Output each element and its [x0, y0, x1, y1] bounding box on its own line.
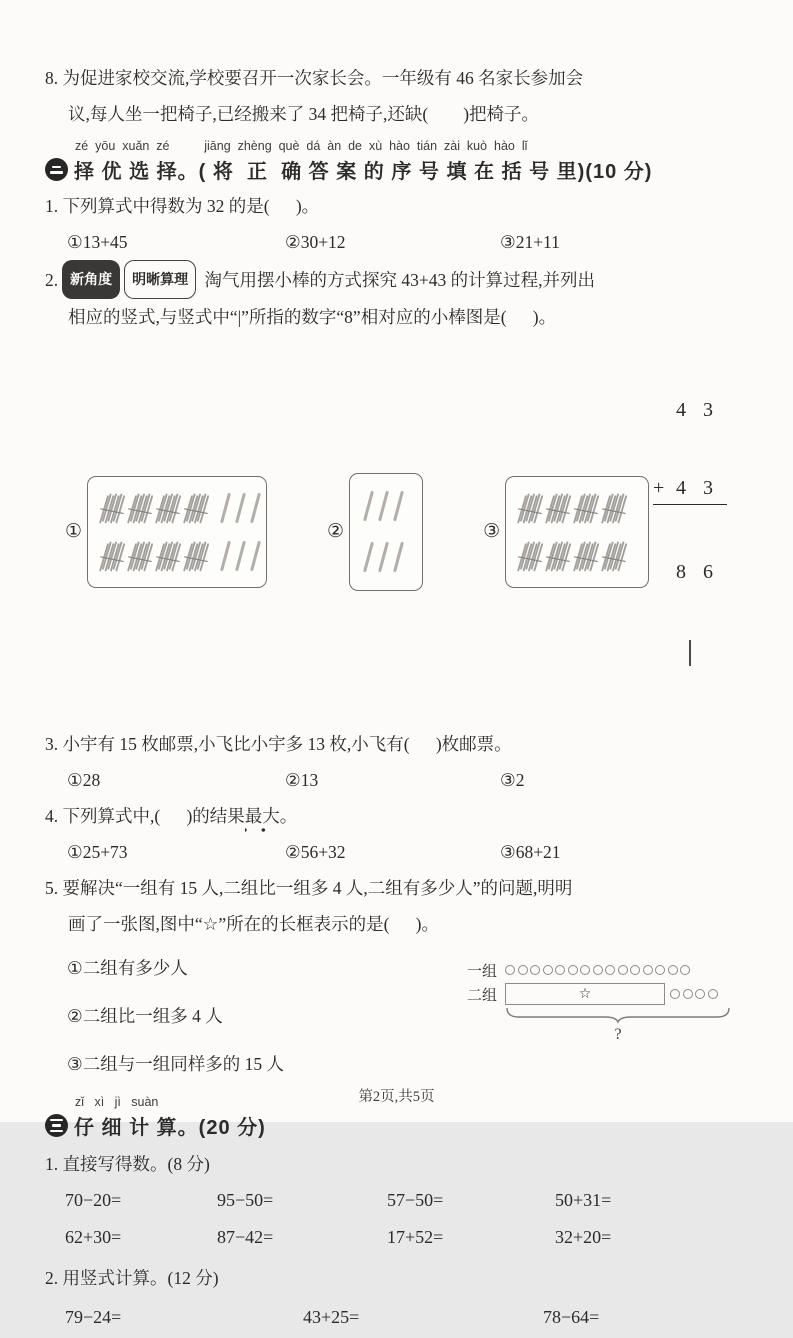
section-2-pinyin: zé yōu xuǎn zé jiāng zhèng què dá àn de xù hào tián zài kuò hào lǐ	[75, 139, 528, 153]
s3-question-2: 2. 用竖式计算。(12 分)	[45, 1268, 219, 1288]
s2-q4-option-2: ②56+32	[285, 842, 346, 862]
stick-option-label: ②	[327, 521, 345, 542]
circle-counter	[670, 989, 680, 999]
single-stick-icon	[219, 538, 232, 574]
s2-q4-option-1: ①25+73	[67, 842, 128, 862]
brace-row	[505, 1006, 731, 1028]
single-stick-icon	[234, 538, 247, 574]
stick-row	[516, 536, 638, 576]
s2-question-4	[45, 798, 753, 834]
s2-q1-option-3: ③21+11	[500, 232, 560, 252]
stick-row	[98, 536, 256, 576]
loose-sticks	[217, 490, 262, 526]
group2-row	[467, 982, 731, 1006]
circle-counter	[605, 965, 615, 975]
stick-box	[87, 476, 267, 588]
stick-row	[360, 488, 412, 524]
group1-row	[467, 958, 731, 982]
vertical-addition-addend1: 4 3	[676, 399, 719, 421]
s3-q2-problems	[45, 1296, 753, 1338]
circle-counter	[668, 965, 678, 975]
calc-item: 57−50=	[387, 1190, 444, 1210]
stick-bundle-icon	[516, 488, 543, 528]
s2-q4-pre: 4. 下列算式中,( )的结果	[45, 806, 245, 826]
vertical-calc-item: 79−24=	[65, 1307, 122, 1327]
s2-q5-option-2: ②二组比一组多 4 人	[67, 1006, 223, 1026]
circle-counter	[618, 965, 628, 975]
stick-bundle-icon	[98, 488, 125, 528]
s2-q3-options	[45, 762, 753, 798]
vertical-calc-item: 78−64=	[543, 1307, 600, 1327]
s2-q3-option-3: ③2	[500, 770, 525, 790]
circle-counter	[568, 965, 578, 975]
stick-bundle-icon	[126, 488, 153, 528]
plus-sign: +	[653, 477, 671, 499]
stick-bundle-icon	[154, 536, 181, 576]
group2-circles	[670, 989, 720, 999]
s2-q4-post: 。	[279, 806, 298, 826]
single-stick-icon	[377, 539, 390, 575]
circle-counter	[580, 965, 590, 975]
calc-item: 70−20=	[65, 1190, 122, 1210]
stick-bundle-icon	[572, 488, 599, 528]
loose-sticks	[360, 539, 405, 575]
s2-question-2-line1	[45, 260, 753, 299]
s2-question-5-line1: 5. 要解决“一组有 15 人,二组比一组多 4 人,二组有多少人”的问题,明明	[45, 878, 573, 898]
stick-option-label: ①	[65, 521, 83, 542]
s2-q4-emphasized: 最大	[245, 806, 280, 833]
section-2-header	[45, 155, 753, 184]
single-stick-icon	[392, 488, 405, 524]
s2-q2-number: 2.	[45, 270, 59, 290]
s2-q5-body	[45, 944, 753, 1088]
groups-diagram	[467, 944, 731, 1088]
s2-question-1: 1. 下列算式中得数为 32 的是( )。	[45, 196, 320, 216]
circle-counter	[505, 965, 515, 975]
single-stick-icon	[249, 490, 262, 526]
stick-option-1	[65, 476, 267, 588]
stick-bundle-icon	[154, 488, 181, 528]
stick-bundle-icon	[572, 536, 599, 576]
calc-item: 62+30=	[65, 1227, 122, 1247]
single-stick-icon	[234, 490, 247, 526]
stick-bundle-icon	[544, 536, 571, 576]
s2-q5-options	[45, 944, 467, 1088]
s2-question-3: 3. 小宇有 15 枚邮票,小飞比小宇多 13 枚,小飞有( )枚邮票。	[45, 734, 512, 754]
circle-counter	[655, 965, 665, 975]
circle-counter	[630, 965, 640, 975]
page-footer: 第2页,共5页	[358, 1089, 435, 1105]
group1-circles	[505, 965, 693, 975]
s2-q3-option-2: ②13	[285, 770, 319, 790]
stick-bundle-icon	[600, 536, 627, 576]
question-8-line2: 议,每人坐一把椅子,已经搬来了 34 把椅子,还缺( )把椅子。	[68, 104, 540, 124]
s2-q1-option-1: ①13+45	[67, 232, 128, 252]
s3-q1-row1	[45, 1182, 753, 1219]
question-8	[45, 60, 753, 132]
stick-box	[349, 473, 423, 591]
section-3-title: 仔 细 计 算。(20 分)	[74, 1117, 266, 1139]
s2-q4-option-3: ③68+21	[500, 842, 561, 862]
stick-bundle-icon	[182, 536, 209, 576]
vertical-addition-row2	[653, 475, 727, 505]
vertical-addition-addend2: 4 3	[676, 477, 719, 499]
worksheet-content	[45, 60, 753, 1338]
curly-brace	[505, 1006, 731, 1023]
pointer-line	[689, 640, 691, 666]
group2-label: 二组	[467, 987, 498, 1004]
vertical-addition	[653, 345, 727, 718]
circle-counter	[593, 965, 603, 975]
single-stick-icon	[377, 488, 390, 524]
circle-counter	[683, 989, 693, 999]
single-stick-icon	[219, 490, 232, 526]
circle-counter	[518, 965, 528, 975]
loose-sticks	[360, 488, 405, 524]
s2-q5-option-3: ③二组与一组同样多的 15 人	[67, 1054, 284, 1074]
stick-row	[516, 488, 638, 528]
vertical-calc-item: 43+25=	[303, 1307, 360, 1327]
s2-q3-option-1: ①28	[67, 770, 101, 790]
vertical-addition-sum: 8 6	[676, 561, 719, 583]
star-icon: ☆	[578, 986, 592, 1002]
circle-counter	[530, 965, 540, 975]
circle-counter	[643, 965, 653, 975]
star-box	[505, 983, 665, 1005]
stick-option-label: ③	[483, 521, 501, 542]
question-8-line1: 8. 为促进家校交流,学校要召开一次家长会。一年级有 46 名家长参加会	[45, 68, 584, 88]
single-stick-icon	[249, 538, 262, 574]
stick-option-2	[327, 473, 423, 591]
s2-q1-option-2: ②30+12	[285, 232, 346, 252]
stick-diagram-row	[65, 345, 753, 718]
stick-row	[98, 488, 256, 528]
stick-bundle-icon	[182, 488, 209, 528]
group1-label: 一组	[467, 963, 498, 980]
section-2-title: 择 优 选 择。( 将 正 确 答 案 的 序 号 填 在 括 号 里)(10 分)	[74, 161, 653, 183]
stick-row	[360, 539, 412, 575]
s2-q2-text1: 淘气用摆小棒的方式探究 43+43 的计算过程,并列出	[200, 270, 595, 290]
stick-option-3	[483, 476, 649, 588]
s2-q5-option-1: ①二组有多少人	[67, 958, 188, 978]
s3-question-1: 1. 直接写得数。(8 分)	[45, 1154, 210, 1174]
circle-counter	[680, 965, 690, 975]
question-mark: ?	[614, 1026, 622, 1043]
stick-bundle-icon	[98, 536, 125, 576]
circle-counter	[708, 989, 718, 999]
calc-item: 32+20=	[555, 1227, 612, 1247]
section-two-icon	[45, 158, 68, 181]
s2-q1-options	[45, 224, 753, 260]
new-angle-badge: 新角度	[62, 260, 120, 299]
s2-question-2-line2: 相应的竖式,与竖式中“|”所指的数字“8”相对应的小棒图是( )。	[68, 307, 557, 327]
circle-counter	[555, 965, 565, 975]
stick-bundle-icon	[600, 488, 627, 528]
circle-counter	[695, 989, 705, 999]
section-three-icon	[45, 1114, 68, 1137]
stick-bundle-icon	[516, 536, 543, 576]
stick-bundle-icon	[126, 536, 153, 576]
section-3-header	[45, 1111, 753, 1140]
section-3-pinyin: zǐ xì jì suàn	[75, 1095, 159, 1109]
stick-box	[505, 476, 649, 588]
calc-item: 95−50=	[217, 1190, 274, 1210]
calc-item: 17+52=	[387, 1227, 444, 1247]
single-stick-icon	[362, 539, 375, 575]
calc-item: 50+31=	[555, 1190, 612, 1210]
circle-counter	[543, 965, 553, 975]
single-stick-icon	[392, 539, 405, 575]
s2-question-5-line2: 画了一张图,图中“☆”所在的长框表示的是( )。	[68, 914, 440, 934]
loose-sticks	[217, 538, 262, 574]
s3-q1-row2	[45, 1219, 753, 1256]
calc-item: 87−42=	[217, 1227, 274, 1247]
single-stick-icon	[362, 488, 375, 524]
s2-q4-options	[45, 834, 753, 870]
stick-bundle-icon	[544, 488, 571, 528]
clear-reasoning-badge: 明晰算理	[124, 260, 196, 299]
